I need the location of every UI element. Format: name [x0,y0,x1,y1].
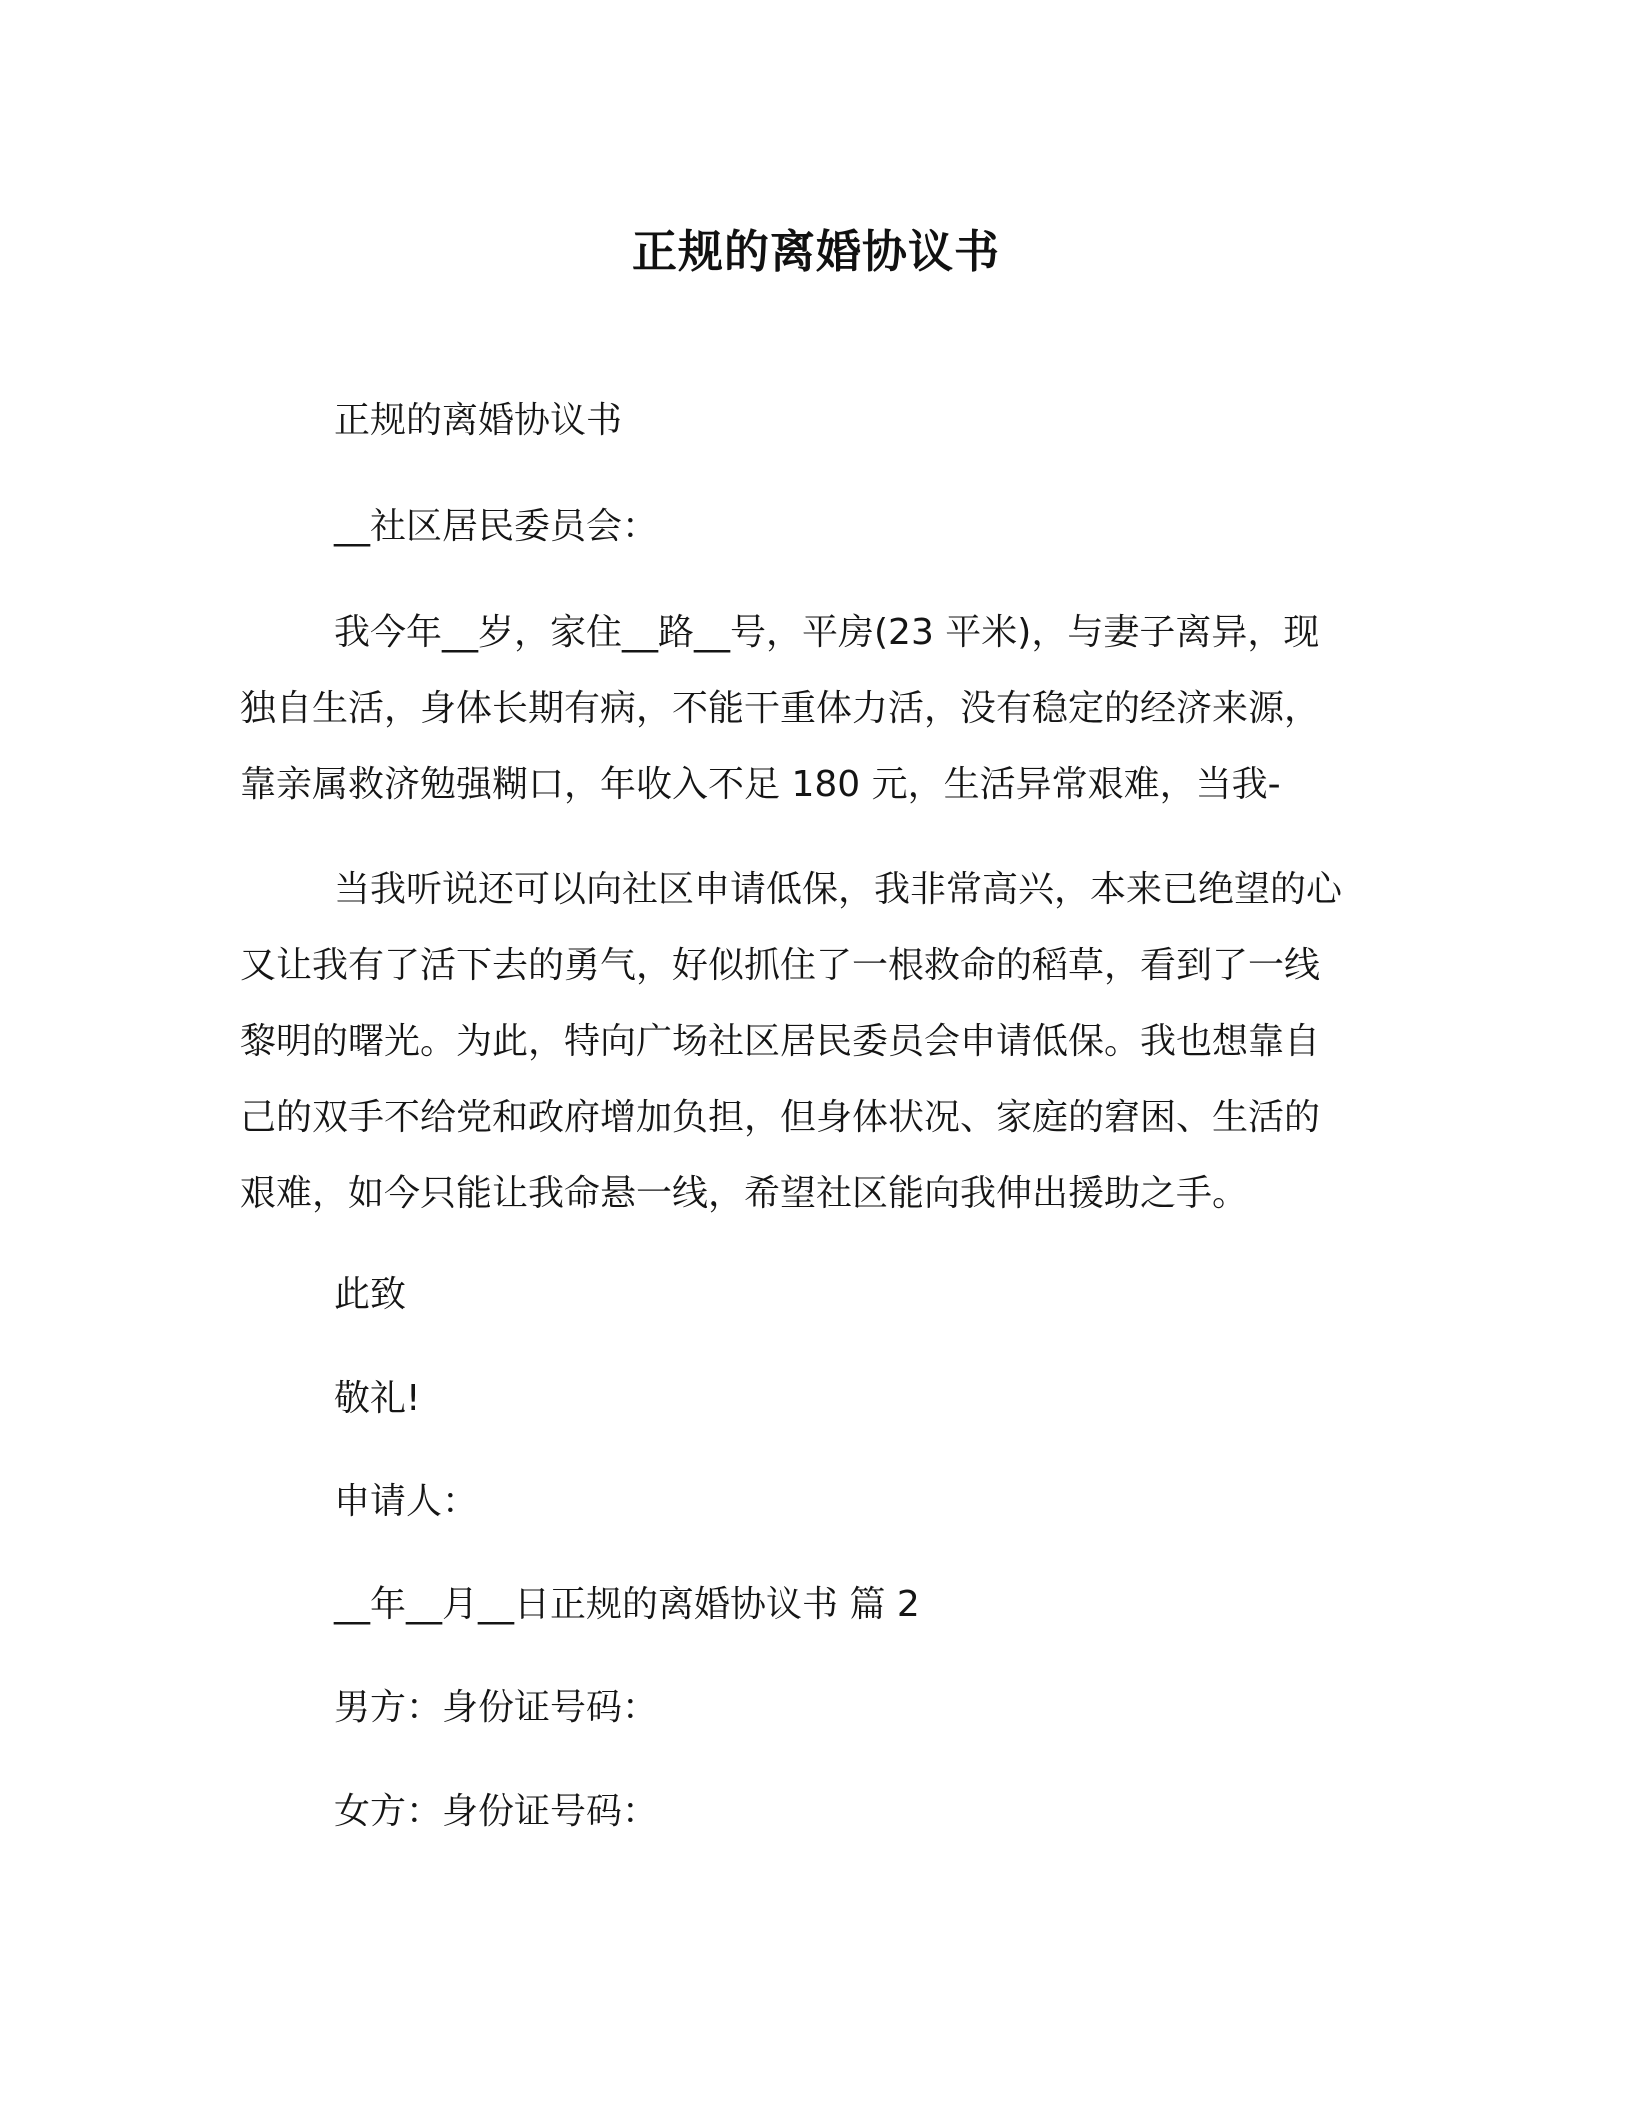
closing-line-1: 此致 [334,1274,407,1315]
document-title: 正规的离婚协议书 [631,225,1000,278]
paragraph-1-line-3: 靠亲属救济勉强糊口，年收入不足 180 元，生活异常艰难，当我- [240,764,1281,805]
paragraph-2-line-4: 己的双手不给党和政府增加负担，但身体状况、家庭的窘困、生活的 [240,1097,1321,1138]
paragraph-1-line-2: 独自生活，身体长期有病，不能干重体力活，没有稳定的经济来源， [240,688,1321,729]
closing-line-2: 敬礼! [334,1378,421,1419]
heading-repeat: 正规的离婚协议书 [334,400,623,441]
female-party-line: 女方：身份证号码： [334,1791,659,1832]
paragraph-2 [240,852,1400,1232]
paragraph-2-line-3: 黎明的曙光。为此，特向广场社区居民委员会申请低保。我也想靠自 [240,1021,1321,1062]
paragraph-1 [240,595,1400,823]
salutation-line: __社区居民委员会： [334,506,659,547]
paragraph-2-line-1: 当我听说还可以向社区申请低保，我非常高兴，本来已绝望的心 [334,869,1343,910]
date-line: __年__月__日正规的离婚协议书 篇 2 [334,1584,920,1625]
male-party-line: 男方：身份证号码： [334,1687,659,1728]
paragraph-1-line-1: 我今年__岁，家住__路__号，平房(23 平米)，与妻子离异，现 [334,612,1320,653]
applicant-line: 申请人： [334,1481,479,1522]
paragraph-2-line-5: 艰难，如今只能让我命悬一线，希望社区能向我伸出援助之手。 [240,1173,1249,1214]
paragraph-2-line-2: 又让我有了活下去的勇气，好似抓住了一根救命的稻草，看到了一线 [240,945,1321,986]
